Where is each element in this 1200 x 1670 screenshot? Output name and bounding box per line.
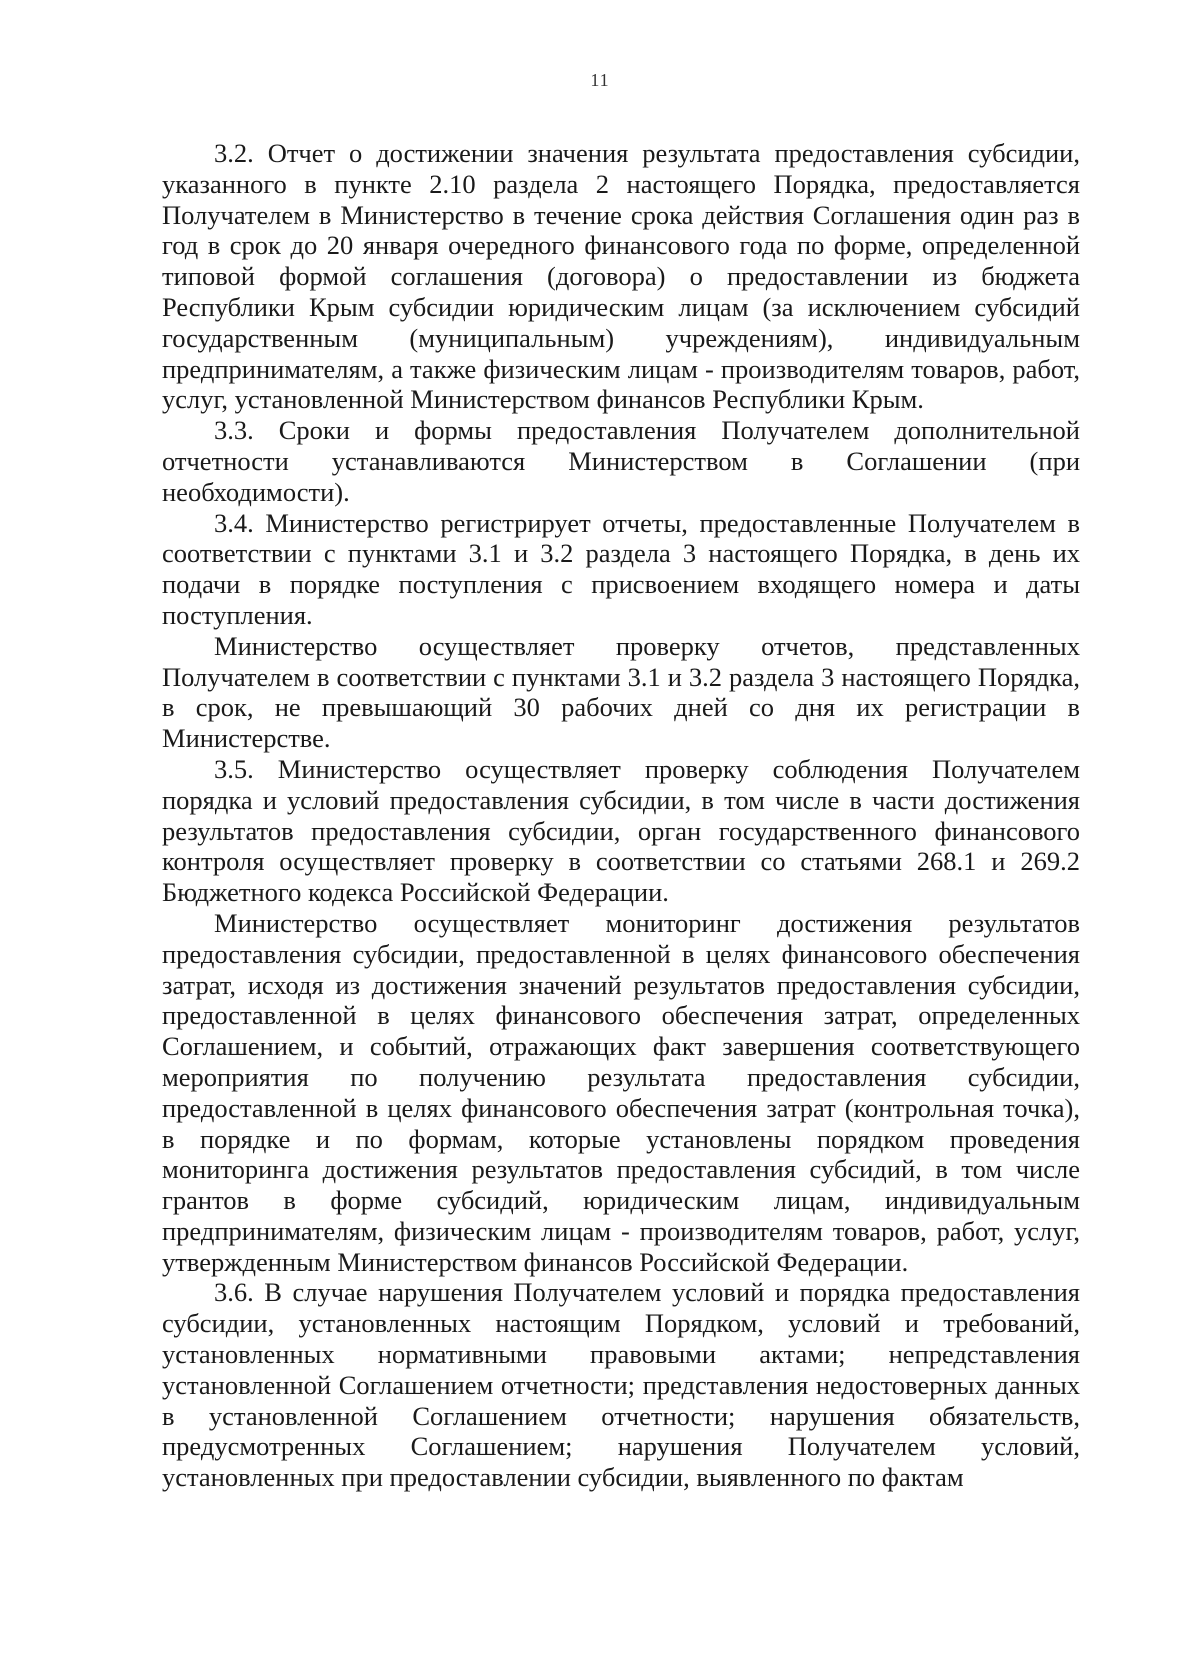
paragraph-3-5: 3.5. Министерство осуществляет проверку соблюдения Получателем порядка и условий предоставления субсидии, в том числе в части достижения результатов предоставления субсидии, орган государственного финансового контроля осуществляет проверку в соответствии со статьями 268.1 и 269.2 Бюджетного кодекса Российской Федерации.	[162, 753, 1080, 908]
paragraph-3-4: 3.4. Министерство регистрирует отчеты, предоставленные Получателем в соответствии с пунктами 3.1 и 3.2 раздела 3 настоящего Порядка, в день их подачи в порядке поступления с присвоением входящего номера и даты поступления.	[162, 507, 1080, 630]
paragraph-3-5-monitoring: Министерство осуществляет мониторинг достижения результатов предоставления субсидии, предоставленной в целях финансового обеспечения затрат, исходя из достижения значений результатов предоставления субсидии, предоставленной в целях финансового обеспечения затрат, определенных Соглашением, и событий, отражающих факт завершения соответствующего мероприятия по получению результата предоставления субсидии, предоставленной в целях финансового обеспечения затрат (контрольная точка), в порядке и по формам, которые установлены порядком проведения мониторинга достижения результатов предоставления субсидий, в том числе грантов в форме субсидий, юридическим лицам, индивидуальным предпринимателям, физическим лицам - производителям товаров, работ, услуг, утвержденным Министерством финансов Российской Федерации.	[162, 907, 1080, 1277]
paragraph-3-4-check: Министерство осуществляет проверку отчетов, представленных Получателем в соответствии с пунктами 3.1 и 3.2 раздела 3 настоящего Порядка, в срок, не превышающий 30 рабочих дней со дня их регистрации в Министерстве.	[162, 630, 1080, 754]
paragraph-3-6: 3.6. В случае нарушения Получателем условий и порядка предоставления субсидии, установленных настоящим Порядком, условий и требований, установленных нормативными правовыми актами; непредставления установленной Соглашением отчетности; представления недостоверных данных в установленной Соглашением отчетности; нарушения обязательств, предусмотренных Соглашением; нарушения Получателем условий, установленных при предоставлении субсидии, выявленного по фактам	[162, 1277, 1080, 1493]
document-body	[162, 138, 1080, 1493]
paragraph-3-3: 3.3. Сроки и формы предоставления Получателем дополнительной отчетности устанавливаются Министерством в Соглашении (при необходимости).	[162, 415, 1080, 507]
page-number: 11	[590, 70, 610, 90]
paragraph-3-2: 3.2. Отчет о достижении значения результата предоставления субсидии, указанного в пункте 2.10 раздела 2 настоящего Порядка, предоставляется Получателем в Министерство в течение срока действия Соглашения один раз в год в срок до 20 января очередного финансового года по форме, определенной типовой формой соглашения (договора) о предоставлении из бюджета Республики Крым субсидии юридическим лицам (за исключением субсидий государственным (муниципальным) учреждениям), индивидуальным предпринимателям, а также физическим лицам - производителям товаров, работ, услуг, установленной Министерством финансов Республики Крым.	[162, 138, 1080, 415]
